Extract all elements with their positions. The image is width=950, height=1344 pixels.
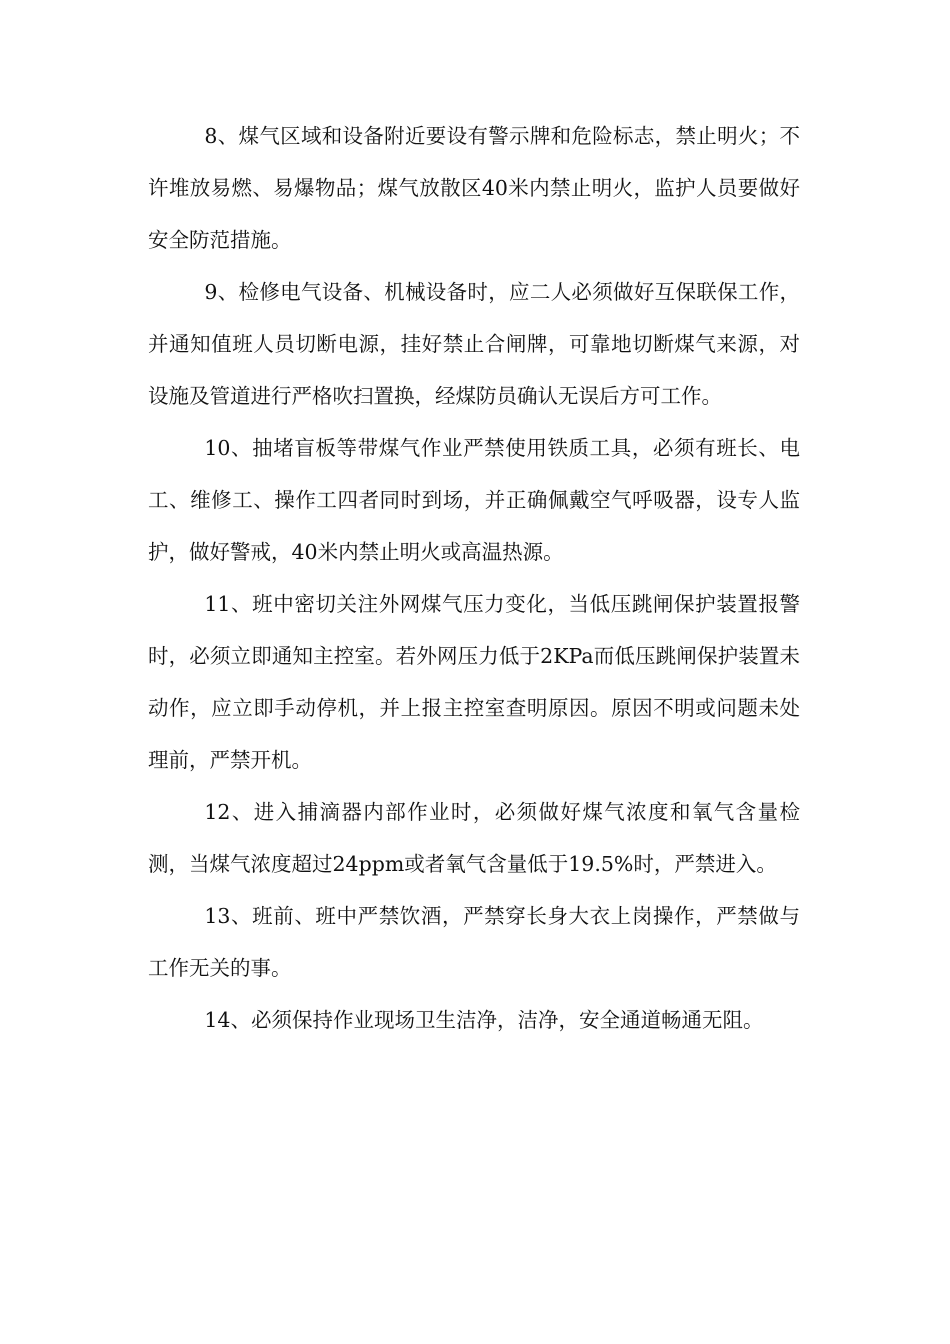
paragraph-item-13: 13、班前、班中严禁饮酒，严禁穿长身大衣上岗操作，严禁做与工作无关的事。 xyxy=(148,904,800,980)
document-page xyxy=(148,110,800,1046)
paragraph-item-14: 14、必须保持作业现场卫生洁净，洁净，安全通道畅通无阻。 xyxy=(204,1008,764,1032)
paragraph-item-12: 12、进入捕滴器内部作业时，必须做好煤气浓度和氧气含量检测，当煤气浓度超过24ppm或者氧气含量低于19.5%时，严禁进入。 xyxy=(148,800,800,876)
paragraph-item-9: 9、检修电气设备、机械设备时，应二人必须做好互保联保工作，并通知值班人员切断电源，挂好禁止合闸牌，可靠地切断煤气来源，对设施及管道进行严格吹扫置换，经煤防员确认无误后方可工作。 xyxy=(148,280,800,408)
paragraph-item-8: 8、煤气区域和设备附近要设有警示牌和危险标志，禁止明火；不许堆放易燃、易爆物品；煤气放散区40米内禁止明火，监护人员要做好安全防范措施。 xyxy=(148,124,800,252)
paragraph-item-11: 11、班中密切关注外网煤气压力变化，当低压跳闸保护装置报警时，必须立即通知主控室。若外网压力低于2KPa而低压跳闸保护装置未动作，应立即手动停机，并上报主控室查明原因。原因不明或问题未处理前，严禁开机。 xyxy=(148,592,800,772)
paragraph-item-10: 10、抽堵盲板等带煤气作业严禁使用铁质工具，必须有班长、电工、维修工、操作工四者同时到场，并正确佩戴空气呼吸器，设专人监护，做好警戒，40米内禁止明火或高温热源。 xyxy=(148,436,800,564)
